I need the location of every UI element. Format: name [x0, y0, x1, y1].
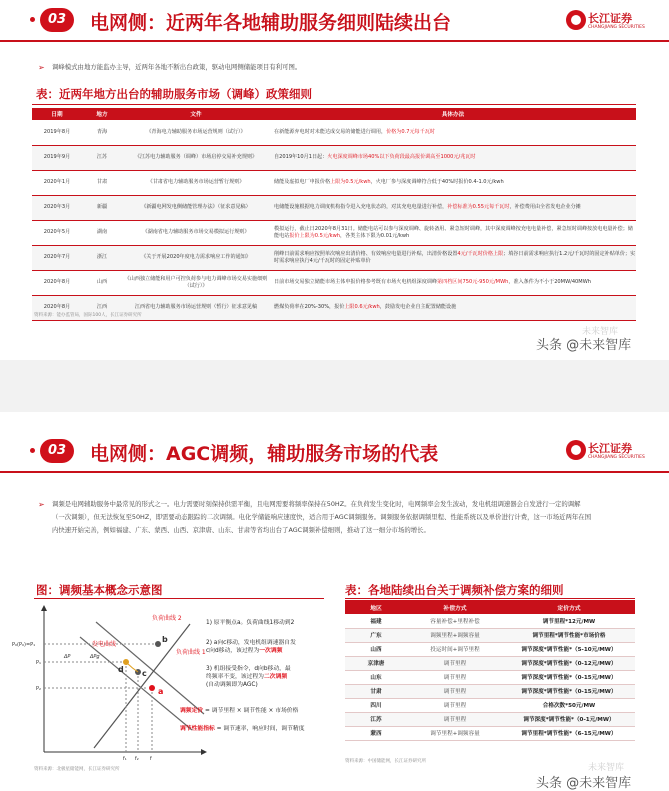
method-text-tail: ，各类主体下限为0.01元/kwh: [340, 232, 410, 239]
table-row: [32, 195, 636, 220]
method-highlight: 火电深度调峰市场40%以下负荷段最高报价调高至1000元/兆瓦时: [327, 154, 476, 160]
table-row: [345, 684, 635, 698]
source-note-left: 资料来源：北极星储能网，长江证券研究所: [34, 767, 120, 772]
cell-date: 2019年8月: [32, 120, 82, 145]
cell-region: 京津唐: [345, 656, 407, 670]
cell-document: 《甘肃省电力辅助服务市场运营暂行规则》: [122, 170, 270, 195]
note-3a: 3) 机组接受指令，d向b移动，最: [206, 666, 291, 672]
label-b: b: [162, 635, 168, 644]
slide-gap: [0, 360, 669, 412]
cell-region: 广东: [345, 628, 407, 642]
cell-date: 2020年7月: [32, 245, 82, 270]
title-underline: [32, 104, 636, 105]
header-rule: [0, 471, 669, 473]
section-number: 03: [40, 8, 74, 32]
method-text: 在新能源弃电时对未能达成交易的储能进行调用，: [274, 128, 387, 135]
cell-compensation: 调节里程+调频容量: [407, 726, 503, 740]
label-p2: P₂: [36, 686, 42, 692]
label-dpg: ΔPg: [90, 654, 100, 660]
bullet-text: 调频是电网辅助服务中最常见的形式之一。电力需要时刻保持供需平衡，且电网需要将频率保持在50HZ。在负荷发生变化时，电网频率会发生波动，发电机组调速器会自发进行一定的调解（一次调频），但无法恢复至50HZ，即需要动态跟踪的二次调频。电化学储能响应速度快，适合用于AGC调频服务。调频服务依据调频里程、性能系统以及单价进行计费，这一市场近两年在国内快速开始完善，例如福建、广东、蒙西、山西、京津唐、山东、甘肃等省均出台了AGC调频补偿细则，推动了这一细分市场的增长。: [52, 500, 592, 534]
method-highlight: 4元/千瓦时价格上限: [457, 250, 504, 257]
formula-1-label: 调频定价: [180, 708, 204, 714]
label-a: a: [158, 687, 164, 696]
cell-document: 《山西独立储能和用户可控负荷参与电力调峰市场交易实施细则（试行）》: [122, 270, 270, 295]
method-text: 削峰日前需求响应按照单次响应出清价格、有效响应电量进行补贴，出清价格设置: [274, 250, 458, 257]
arrow-c-to-d: [127, 663, 138, 672]
note-2a: 2) a向c移动，发电机组调速器自发: [206, 640, 296, 646]
figure-title: 图：调频基本概念示意图: [36, 583, 163, 597]
cell-region: 山西: [345, 642, 407, 656]
formula-2: [179, 724, 305, 732]
formula-1: [179, 706, 299, 714]
note-1: 1) 原平衡点a。负荷曲线1移动到2: [206, 620, 295, 626]
cell-pricing: 调节深度*调节性能*（5-10元/MW）: [503, 642, 635, 656]
table-underline: [345, 598, 635, 599]
cell-region: 福建: [345, 614, 407, 628]
cell-compensation: 投运时间+调节里程: [407, 642, 503, 656]
col-header-date: 日期: [32, 108, 82, 120]
method-highlight: 报价上限为0.5元/kwh: [289, 232, 341, 239]
label-p1: P₁: [36, 660, 42, 666]
method-text: 自2019年10月1日起：: [274, 154, 328, 160]
cell-place: 新疆: [82, 195, 122, 220]
cell-pricing: 调节深度*调节性能*（0-15元/MW）: [503, 684, 635, 698]
cell-region: 山东: [345, 670, 407, 684]
label-f2: f₂: [135, 756, 139, 762]
table-row: [345, 726, 635, 740]
method-text: 日前市场交易独立储能市场主体申报价格参考既有市场火电机组深度调峰: [274, 279, 438, 285]
label-p0: P₀(P₀)=P₁: [12, 642, 36, 648]
table-row: [32, 245, 636, 270]
cell-compensation: 调节里程: [407, 670, 503, 684]
table-row: [345, 614, 635, 628]
method-highlight: 第四档区间750元-950元/MWh: [437, 279, 509, 285]
label-d: d: [118, 665, 124, 674]
cell-method: [270, 170, 636, 195]
label-load-curve-1: 负荷曲线 1: [176, 649, 206, 656]
cell-place: 青海: [82, 120, 122, 145]
col-header-method: 具体办法: [270, 108, 636, 120]
cell-document: 《新疆电网发电侧储能管理办法》（征求意见稿）: [122, 195, 270, 220]
header-rule: [0, 40, 669, 42]
col-header-place: 地方: [82, 108, 122, 120]
label-c: c: [142, 669, 147, 678]
cell-region: 蒙西: [345, 726, 407, 740]
watermark: 头条 @未来智库: [536, 338, 632, 353]
cell-pricing: 调节里程*调节性能*（6-15元/MW）: [503, 726, 635, 740]
cell-compensation: 调节里程: [407, 684, 503, 698]
label-dp: ΔP: [64, 654, 71, 660]
cell-compensation: 调频里程+调频容量: [407, 628, 503, 642]
note-3-line2: [206, 672, 287, 680]
cell-document: 江西省电力辅助服务市场运营规则（暂行）征求意见稿: [122, 295, 270, 320]
table-row: [32, 145, 636, 170]
cell-method: [270, 270, 636, 295]
note-3c: 二次调频: [263, 674, 288, 680]
label-gen-curve: 发电曲线: [92, 641, 117, 648]
label-load-curve-2: 负荷曲线 2: [152, 615, 182, 622]
table-row: [32, 270, 636, 295]
formula-2-label: 调节性能指标: [180, 726, 215, 732]
cell-date: 2020年8月: [32, 270, 82, 295]
method-text-tail: ，补偿费用由全省发电企业分摊: [509, 204, 581, 210]
method-text-tail: ，火电厂参与深度调峰符合低于40%时报价0.4-1.0元/kwh: [370, 179, 504, 185]
note-2c: 一次调频: [259, 648, 283, 654]
policy-table: [32, 108, 636, 321]
cell-method: [270, 195, 636, 220]
section-dot: [30, 17, 35, 22]
table-row: [345, 698, 635, 712]
col-header-region: 地区: [345, 600, 407, 614]
table-row: [32, 120, 636, 145]
bullet-icon: ➢: [38, 63, 45, 72]
bullet-icon: ➢: [38, 500, 45, 509]
compensation-table: [345, 600, 635, 741]
table-row: [345, 628, 635, 642]
slide-1: [0, 0, 669, 360]
cell-compensation: 调节里程: [407, 698, 503, 712]
point-b: [155, 641, 161, 647]
slide-header: [0, 0, 669, 40]
table-row: [345, 670, 635, 684]
method-text-tail: ，鼓励发电企业自主配置储能设施: [379, 304, 457, 310]
cell-region: 江苏: [345, 712, 407, 726]
cell-date: 2020年5月: [32, 220, 82, 245]
method-text-tail: ，准入条件为不小于20MW/40MWh: [508, 279, 591, 285]
source-note: 资料来源：能办监管局，国际100人，长江证券研究所: [34, 313, 142, 318]
cell-place: 甘肃: [82, 170, 122, 195]
cell-pricing: 调节里程*12元/MW: [503, 614, 635, 628]
method-text-tail: ；填谷日前需求响应执行1.2元/千瓦时的固定补贴单价；实时需求响应执行4元/千瓦时的固定补贴单价: [274, 250, 636, 264]
bullet-text: 调峰模式由地方能监办主导，近两年各地不断出台政策，驱动电网侧储能项目有利可图。: [52, 63, 302, 71]
slide-title: 电网侧：AGC调频，辅助服务市场的代表: [90, 443, 439, 465]
method-highlight: 补偿标准为0.55元每千瓦时: [447, 204, 510, 210]
cell-place: 江苏: [82, 145, 122, 170]
method-highlight: 上限0.6元/kwh: [344, 304, 380, 310]
cell-date: 2019年9月: [32, 145, 82, 170]
cell-compensation: 调节里程: [407, 712, 503, 726]
cell-document: 《湖南省电力辅助服务市场交易模拟运行规则》: [122, 220, 270, 245]
cell-region: 四川: [345, 698, 407, 712]
cell-date: 2020年3月: [32, 195, 82, 220]
col-header-compensation: 补偿方式: [407, 600, 503, 614]
method-text: 模拟运行，截止日2020年8月31日。储能电站可以参与深度调峰、旋转备用、紧急短时调峰，其中深度调峰按充电电量补偿，紧急短时调峰按放电电量补偿；储能电站: [274, 225, 633, 239]
note-2-line2: [206, 646, 283, 654]
cell-document: 《江苏电力辅助服务（调峰）市场启停交易补充规则》: [122, 145, 270, 170]
table-title: 表：近两年地方出台的辅助服务市场（调峰）政策细则: [36, 87, 312, 101]
cell-pricing: 合格次数*50元/MW: [503, 698, 635, 712]
cell-pricing: 调节深度*调节性能*（0-12元/MW）: [503, 656, 635, 670]
logo-icon: [566, 440, 586, 460]
cell-region: 甘肃: [345, 684, 407, 698]
table-row: [345, 642, 635, 656]
cell-compensation: 容量补偿+里程补偿: [407, 614, 503, 628]
table-row: [32, 170, 636, 195]
section-dot: [30, 448, 35, 453]
method-text: 储能及虚拟电厂申报价格: [274, 179, 331, 185]
watermark: 头条 @未来智库: [536, 776, 632, 791]
cell-date: 2020年1月: [32, 170, 82, 195]
cell-date: 2020年8月: [32, 295, 82, 320]
watermark-ghost: 未来智库: [582, 327, 619, 337]
slide-2: [0, 412, 669, 790]
source-note-right: 资料来源：中国储能网，长江证券研究所: [345, 759, 426, 764]
logo-icon: [566, 10, 586, 30]
table-row: [345, 712, 635, 726]
cell-pricing: 调节深度*调节性能*（0-15元/MW）: [503, 670, 635, 684]
cell-place: 江西: [82, 295, 122, 320]
watermark-ghost: 未来智库: [588, 763, 625, 773]
cell-place: 浙江: [82, 245, 122, 270]
cell-place: 山西: [82, 270, 122, 295]
method-highlight: 价格为0.7元每千瓦时: [386, 128, 435, 135]
cell-method: [270, 145, 636, 170]
note-3b: 终频率不变，该过程为: [206, 674, 264, 680]
slide-title: 电网侧：近两年各地辅助服务细则陆续出台: [90, 12, 452, 34]
formula-2-body: = 调节速率，响应时间，调节精度: [214, 726, 305, 732]
col-header-doc: 文件: [122, 108, 270, 120]
method-text: 电储能设施根据电力调度机构指令进入充电状态的，对其充电电量进行补偿，: [274, 204, 448, 210]
method-highlight: 上限为0.5元/kwh: [330, 179, 371, 185]
slide-header: [0, 412, 669, 465]
col-header-pricing: 定价方式: [503, 600, 635, 614]
table-row: [32, 220, 636, 245]
company-logo: 长江证券 CHANGJIANG SECURITIES: [566, 8, 636, 38]
cell-document: 《青海电力辅助服务市场运营规则（试行）》: [122, 120, 270, 145]
cell-pricing: 调节深度*调节性能*（0-1元/MW）: [503, 712, 635, 726]
frequency-regulation-diagram: [12, 602, 334, 762]
section-number: 03: [40, 439, 74, 463]
cell-method: [270, 220, 636, 245]
cell-pricing: 调节里程*调节性能*市场价格: [503, 628, 635, 642]
table-row: [345, 656, 635, 670]
cell-compensation: 调节里程: [407, 656, 503, 670]
cell-method: [270, 295, 636, 320]
note-3d: (自动调频即为AGC): [206, 682, 258, 688]
cell-document: 《关于开展2020年度电力需求响应工作的通知》: [122, 245, 270, 270]
point-a: [149, 685, 155, 691]
label-f: f: [150, 756, 152, 762]
cell-method: [270, 245, 636, 270]
formula-1-body: = 调节里程 × 调节性能 × 市场价格: [203, 708, 299, 714]
figure-underline: [34, 598, 324, 599]
cell-place: 湖南: [82, 220, 122, 245]
note-2b: c向d移动，该过程为: [206, 648, 260, 654]
method-text: 燃煤负荷率在20%-30%，报价: [274, 304, 345, 310]
table-title: 表：各地陆续出台关于调频补偿方案的细则: [345, 583, 564, 597]
cell-method: [270, 120, 636, 145]
company-logo: 长江证券 CHANGJIANG SECURITIES: [566, 438, 636, 468]
label-f1: f₁: [123, 756, 127, 762]
load-curve-2: [96, 622, 204, 714]
